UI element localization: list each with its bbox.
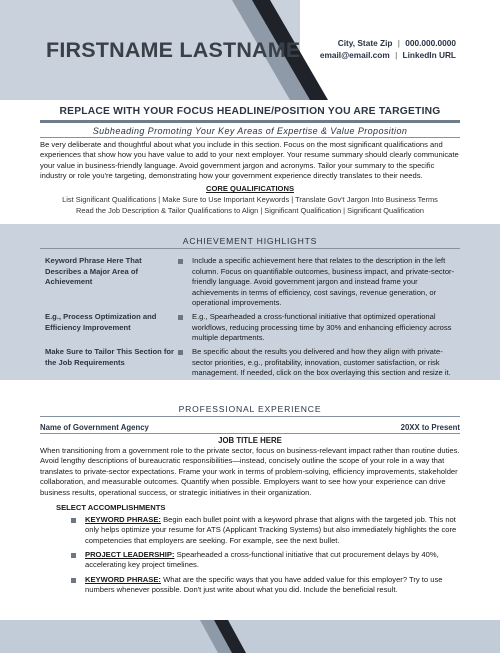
- core-qualifications-line-1: List Significant Qualifications | Make Sure to Use Important Keywords | Translate Gov't Jargon Into Business Terms: [62, 195, 438, 204]
- achievements-title: ACHIEVEMENT HIGHLIGHTS: [182, 236, 318, 246]
- experience-rule: [40, 416, 460, 417]
- achievement-label: Keyword Phrase Here That Describes a Major Area of Achievement: [45, 256, 142, 286]
- core-qualifications-line-2: Read the Job Description & Tailor Qualifications to Align | Significant Qualification | Significant Qualification: [76, 206, 424, 215]
- accomplishment-body: Spearheaded a cross-functional initiative that cut procurement delays by 40%, accelerating key project timelines.: [85, 550, 439, 570]
- accomplishment-text: [85, 515, 463, 546]
- job-description: When transitioning from a government role to the private sector, focus on business-relevant impact rather than routine duties. Avoid lengthy descriptions of bureaucratic responsibilities—instead, concisely outline the scope of your role in a way that translates to private-sector expectations. Frame your work in terms of problem-solving, efficiency improvements, stakeholder collaboration, and measurable outcomes. Quantify when possible. Employers want to see how your experience can drive business results, operational success, or strategic initiatives in their organization.: [40, 446, 460, 497]
- summary-paragraph: Be very deliberate and thoughtful about what you include in this section. Focus on the most significant qualifications and experiences that show how you have value to add to your next employer. Your resume summary should clearly communicate your value in business-friendly language. Avoid government jargon and acronyms. Tailor your summary to the specific industry or role you're targeting, demonstrating how your government experience directly translates to their needs.: [40, 140, 459, 181]
- candidate-name: FIRSTNAME LASTNAME: [46, 38, 301, 62]
- contact-separator: |: [395, 50, 398, 60]
- accomplishment-text: [85, 575, 463, 596]
- accomplishment-keyword: KEYWORD PHRASE:: [85, 515, 161, 524]
- achievement-label: Make Sure to Tailor This Section for the Job Requirements: [45, 347, 174, 367]
- headline-rule: [40, 120, 460, 123]
- accomplishment-keyword: PROJECT LEADERSHIP:: [85, 550, 175, 559]
- contact-line-2: [320, 49, 456, 61]
- achievements-rule: [40, 248, 460, 249]
- contact-email[interactable]: email@email.com: [319, 50, 390, 60]
- square-bullet-icon: [71, 553, 76, 558]
- employment-dates: 20XX to Present: [400, 423, 460, 432]
- contact-line-1: [320, 37, 456, 49]
- accomplishment-keyword: KEYWORD PHRASE:: [85, 575, 161, 584]
- achievement-label: E.g., Process Optimization and Efficiency Improvement: [45, 312, 157, 332]
- accomplishment-body: What are the specific ways that you have added value for this employer? Try to use numbers whenever possible. Don't just write about what you did. Include the beneficial result.: [85, 575, 443, 595]
- subheading-rule: [40, 137, 460, 138]
- focus-headline: REPLACE WITH YOUR FOCUS HEADLINE/POSITION YOU ARE TARGETING: [59, 106, 441, 117]
- agency-rule: [40, 433, 460, 434]
- achievement-text: E.g., Spearheaded a cross-functional initiative that optimized operational workflows, reducing processing time by 30% and enhancing efficiency across multiple departments.: [192, 312, 452, 342]
- header: [0, 0, 500, 100]
- contact-city: City, State Zip: [337, 38, 393, 48]
- core-qualifications-title: CORE QUALIFICATIONS: [205, 184, 295, 193]
- square-bullet-icon: [178, 350, 183, 355]
- accomplishments-title: SELECT ACCOMPLISHMENTS: [56, 503, 166, 512]
- contact-phone: 000.000.0000: [405, 38, 456, 48]
- square-bullet-icon: [71, 518, 76, 523]
- agency-name: Name of Government Agency: [40, 423, 149, 432]
- contact-linkedin[interactable]: LinkedIn URL: [402, 50, 456, 60]
- subheading: Subheading Promoting Your Key Areas of Expertise & Value Proposition: [92, 126, 408, 136]
- accomplishment-body: Begin each bullet point with a keyword phrase that aligns with the targeted job. This not only helps optimize your resume for ATS (Applicant Tracking Systems) but also immediately highlights the core competencies that employers are seeking. For example, see the next bullet.: [85, 515, 457, 545]
- accomplishment-text: [85, 550, 463, 571]
- experience-title: PROFESSIONAL EXPERIENCE: [178, 404, 322, 414]
- square-bullet-icon: [71, 578, 76, 583]
- footer: [0, 620, 500, 653]
- achievement-text: Be specific about the results you delivered and how they align with private-sector priorities, e.g., profitability, innovation, customer satisfaction, or risk management. If needed, click on the box overlaying this section and resize it.: [192, 347, 451, 377]
- square-bullet-icon: [178, 259, 183, 264]
- job-title: JOB TITLE HERE: [218, 436, 282, 445]
- contact-block: [320, 37, 456, 61]
- contact-separator: |: [397, 38, 400, 48]
- achievement-text: Include a specific achievement here that relates to the description in the left column. Focus on quantifiable outcomes, business impact, and private-sector-friendly language. Avoid government jargon and instead frame your achievements in terms of efficiency, cost savings, revenue generation, or operational improvements.: [192, 256, 455, 307]
- square-bullet-icon: [178, 315, 183, 320]
- footer-stripes: [0, 620, 500, 653]
